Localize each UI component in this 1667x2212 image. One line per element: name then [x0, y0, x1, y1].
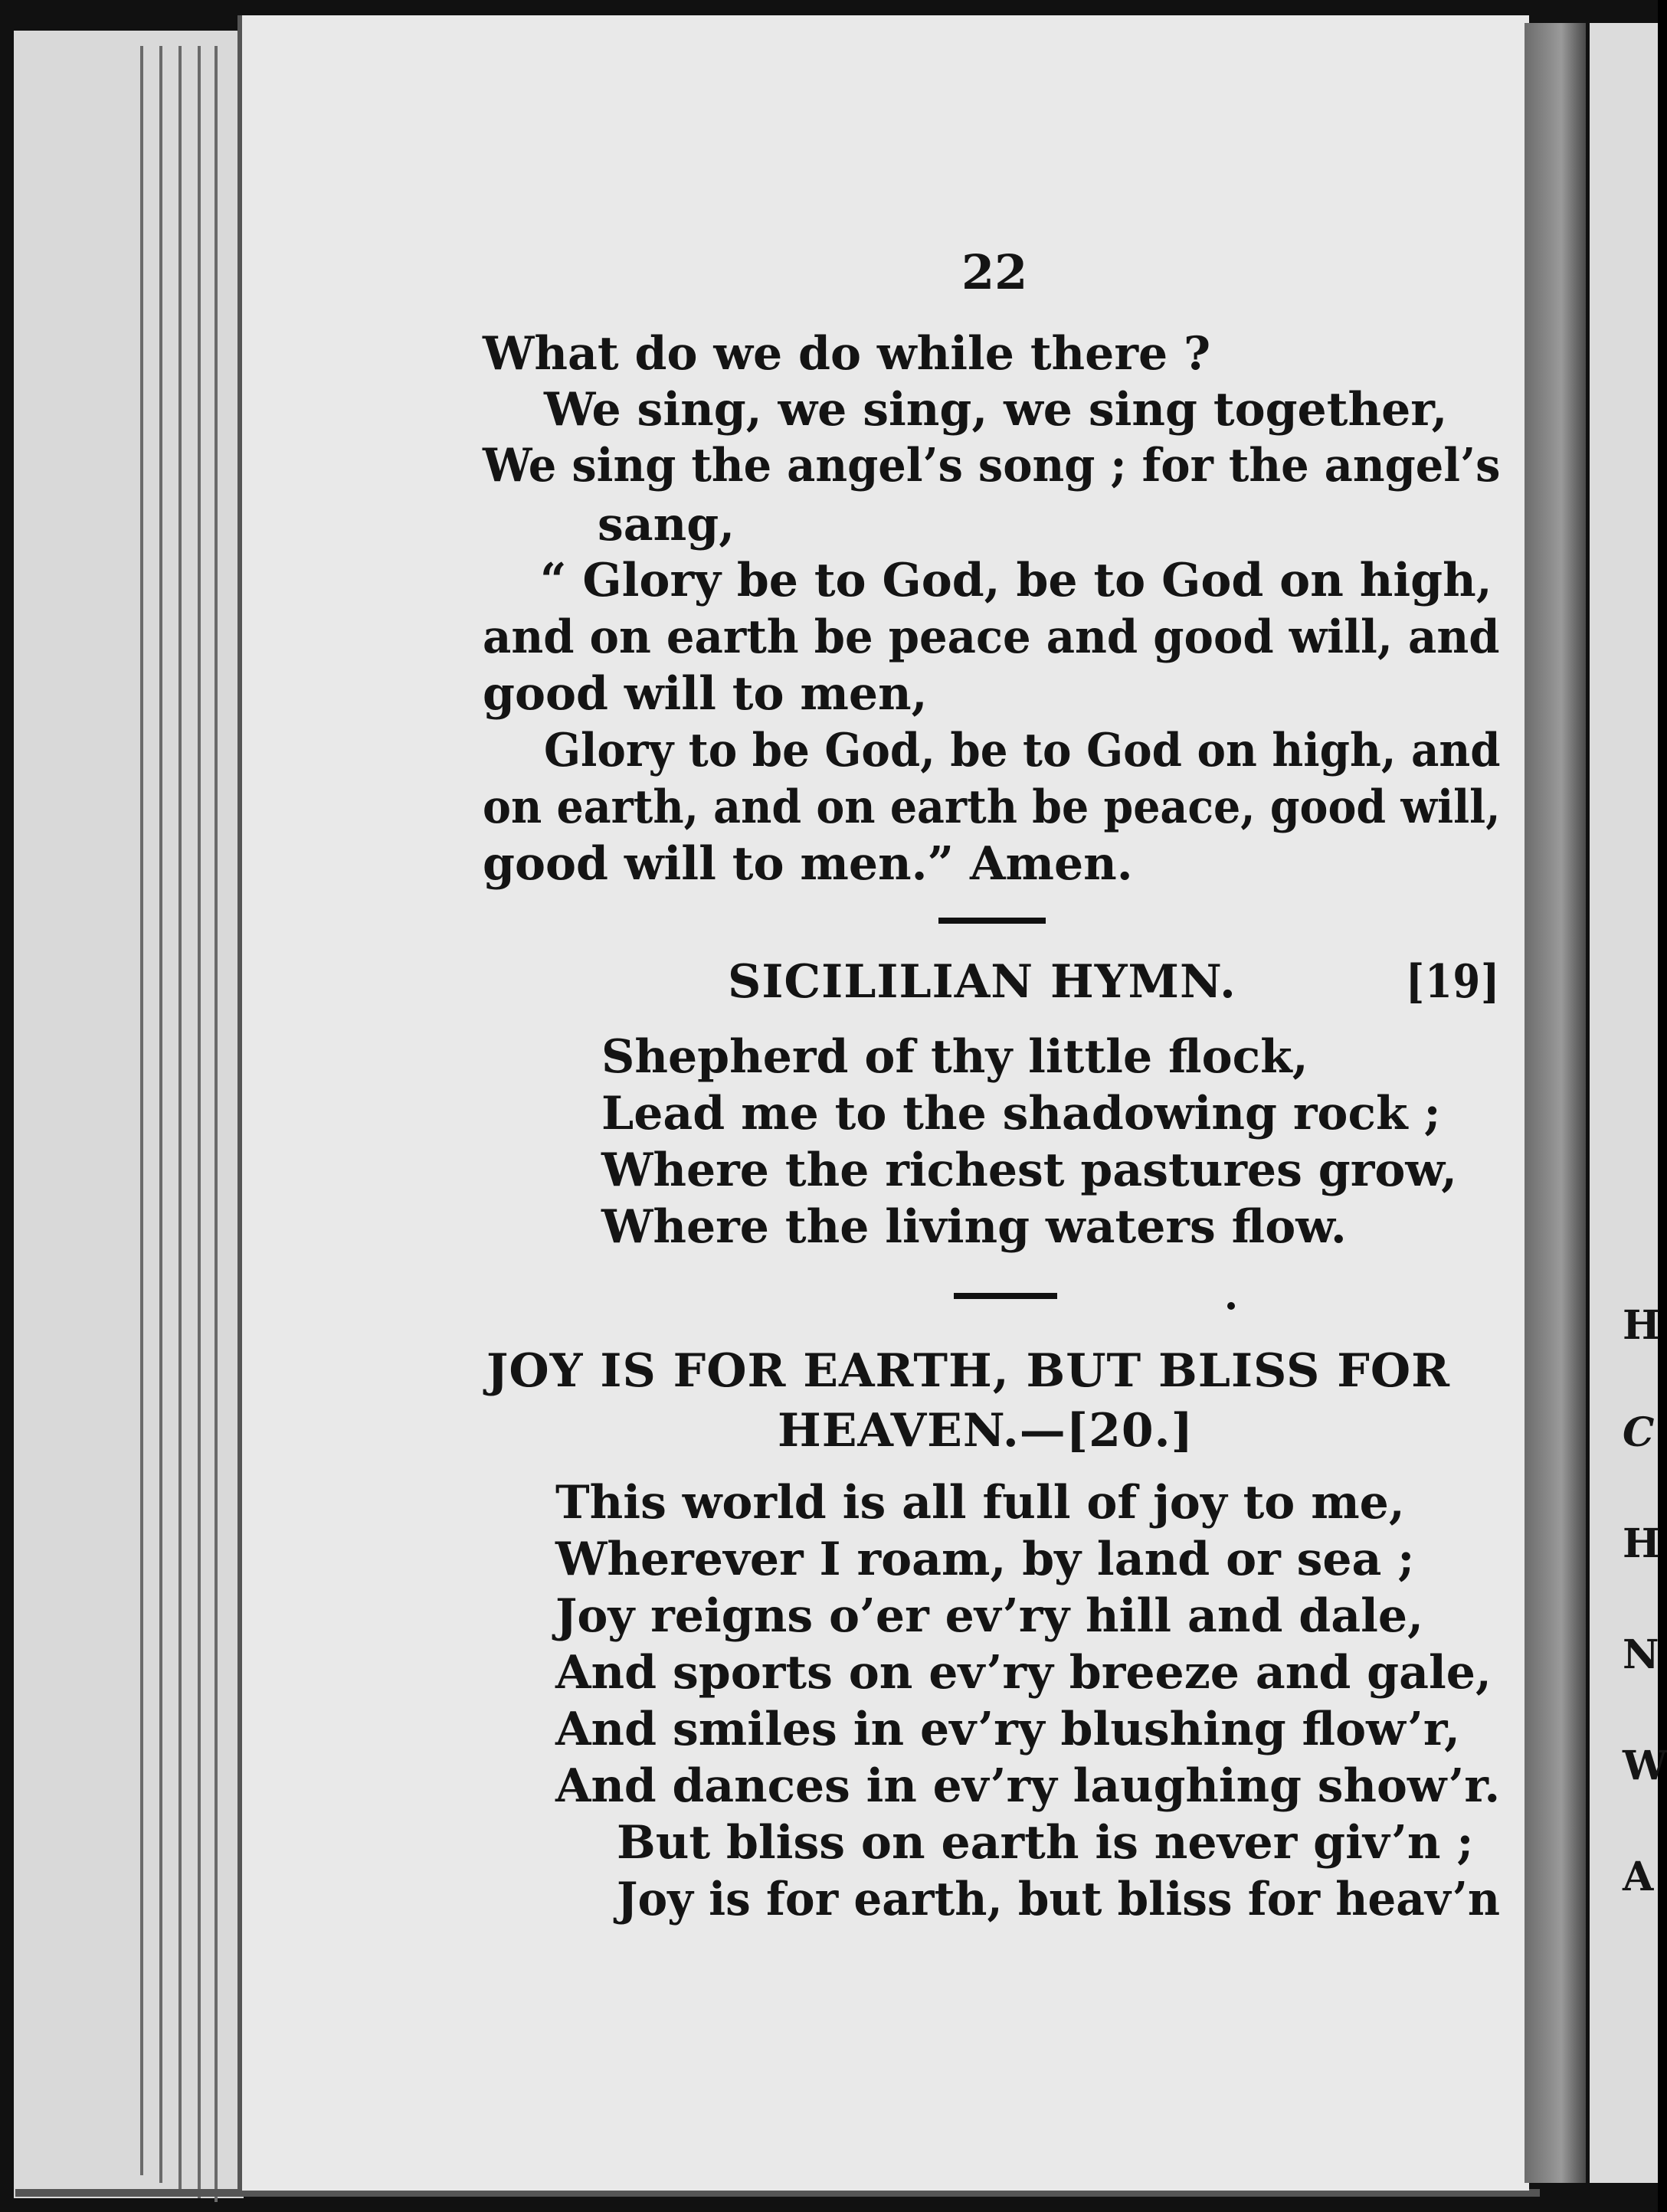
next-page-letter: N [1623, 1631, 1659, 1678]
verse-line: We sing the angel’s song ; for the angel’s [483, 439, 1501, 492]
verse-line: Joy reigns o’er ev’ry hill and dale, [555, 1589, 1423, 1643]
next-page-letter: H [1623, 1302, 1661, 1349]
verse-line: sang, [598, 498, 735, 551]
hymn-number: [19] [1406, 955, 1501, 1009]
next-page-letter: A [1623, 1854, 1654, 1900]
verse-line: And sports on ev’ry breeze and gale, [555, 1646, 1492, 1700]
section-divider [954, 1293, 1057, 1299]
page-edges [14, 31, 244, 2198]
gutter-shadow [1525, 23, 1586, 2183]
section-divider [938, 918, 1046, 924]
verse-line: And smiles in ev’ry blushing flow’r, [555, 1703, 1461, 1756]
next-page-letter: W [1623, 1742, 1667, 1789]
verse-line: And dances in ev’ry laughing show’r. [555, 1759, 1501, 1813]
verse-line: What do we do while there ? [483, 327, 1211, 381]
hymn-title: SICILILIAN HYMN. [728, 955, 1236, 1009]
verse-line: Lead me to the shadowing rock ; [601, 1087, 1441, 1140]
verse-line: and on earth be peace and good will, and [483, 610, 1500, 664]
verse-line: Glory to be God, be to God on high, and [544, 724, 1501, 777]
verse-line: This world is all full of joy to me, [555, 1476, 1405, 1530]
verse-line: But bliss on earth is never giv’n ; [617, 1816, 1474, 1870]
next-page-letter: C [1623, 1409, 1655, 1456]
page-number: 22 [961, 244, 1028, 300]
verse-line: on earth, and on earth be peace, good will, [483, 780, 1501, 834]
hymn-title: JOY IS FOR EARTH, BUT BLISS FOR [486, 1344, 1450, 1398]
verse-line: good will to men.” Amen. [483, 837, 1133, 891]
verse-line: Where the richest pastures grow, [601, 1144, 1458, 1197]
verse-line: Shepherd of thy little flock, [601, 1030, 1308, 1084]
verse-line: Where the living waters flow. [601, 1200, 1347, 1254]
hymn-title-continued: HEAVEN.—[20.] [778, 1404, 1194, 1458]
print-speck [1227, 1302, 1235, 1310]
verse-line: Joy is for earth, but bliss for heav’n [617, 1873, 1501, 1926]
verse-line: We sing, we sing, we sing together, [544, 383, 1448, 437]
verse-line: Wherever I roam, by land or sea ; [555, 1533, 1415, 1586]
verse-line: “ Glory be to God, be to God on high, [540, 554, 1492, 607]
verse-line: good will to men, [483, 667, 928, 721]
next-page-letter: H [1623, 1520, 1661, 1567]
